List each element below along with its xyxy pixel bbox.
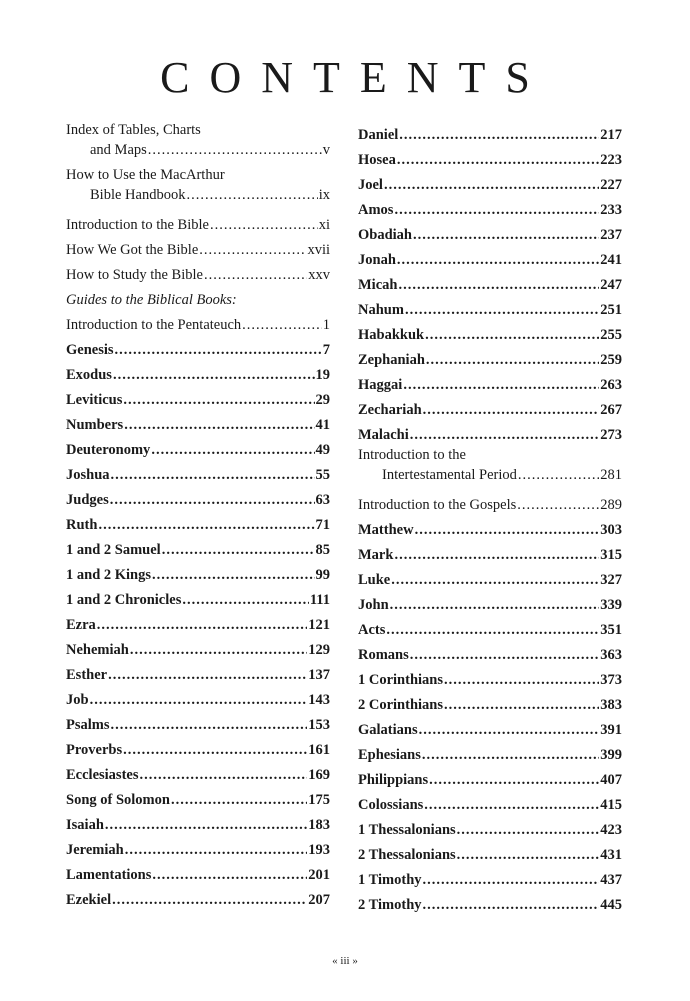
toc-entry-page: 233 bbox=[600, 202, 622, 218]
toc-entry-label: Bible Handbook bbox=[90, 187, 186, 203]
dot-leader bbox=[98, 515, 314, 535]
toc-entry-page: 437 bbox=[600, 872, 622, 888]
toc-entry-page: 227 bbox=[600, 177, 622, 193]
toc-entry[interactable] bbox=[358, 145, 622, 170]
toc-entry-page: 237 bbox=[600, 227, 622, 243]
dot-leader bbox=[123, 390, 314, 410]
dot-leader bbox=[390, 595, 600, 615]
toc-entry-page: xxv bbox=[308, 267, 330, 283]
toc-entry-label: 2 Thessalonians bbox=[358, 847, 456, 863]
toc-right-column bbox=[358, 120, 622, 915]
toc-entry-label: Judges bbox=[66, 492, 109, 508]
toc-entry[interactable] bbox=[66, 310, 330, 335]
dot-leader bbox=[182, 590, 308, 610]
toc-entry-page: 391 bbox=[600, 722, 622, 738]
toc-entry[interactable] bbox=[66, 660, 330, 685]
dot-leader bbox=[403, 375, 599, 395]
dot-leader bbox=[413, 225, 599, 245]
dot-leader bbox=[391, 570, 599, 590]
dot-leader bbox=[399, 125, 599, 145]
toc-entry-page: 241 bbox=[600, 252, 622, 268]
toc-entry-label: Luke bbox=[358, 572, 391, 588]
dot-leader bbox=[424, 795, 599, 815]
toc-entry-label: Mark bbox=[358, 547, 394, 563]
toc-entry[interactable] bbox=[358, 245, 622, 270]
toc-entry-label: Isaiah bbox=[66, 817, 104, 833]
toc-entry[interactable] bbox=[358, 865, 622, 890]
toc-entry-label: Intertestamental Period bbox=[382, 467, 517, 483]
toc-entry-page: 223 bbox=[600, 152, 622, 168]
dot-leader bbox=[204, 265, 307, 285]
toc-entry[interactable] bbox=[66, 235, 330, 260]
toc-entry-label: 1 and 2 Chronicles bbox=[66, 592, 182, 608]
toc-entry-label: Exodus bbox=[66, 367, 112, 383]
dot-leader bbox=[162, 540, 315, 560]
toc-entry-page: 153 bbox=[308, 717, 330, 733]
dot-leader bbox=[415, 520, 600, 540]
toc-entry-page: 111 bbox=[309, 592, 330, 608]
toc-entry[interactable] bbox=[358, 120, 622, 145]
toc-entry[interactable] bbox=[358, 615, 622, 640]
toc-entry-page: 259 bbox=[600, 352, 622, 368]
toc-entry-page: 99 bbox=[315, 567, 330, 583]
toc-entry-page: 247 bbox=[600, 277, 622, 293]
toc-entry-page: 315 bbox=[600, 547, 622, 563]
toc-entry-page: 407 bbox=[600, 772, 622, 788]
toc-entry[interactable] bbox=[358, 690, 622, 715]
dot-leader bbox=[444, 695, 599, 715]
dot-leader bbox=[125, 840, 308, 860]
toc-entry-page: 431 bbox=[600, 847, 622, 863]
toc-entry-label: Hosea bbox=[358, 152, 396, 168]
toc-entry-label: Introduction to the Pentateuch bbox=[66, 317, 242, 333]
dot-leader bbox=[422, 745, 599, 765]
toc-entry[interactable] bbox=[66, 810, 330, 835]
dot-leader bbox=[457, 845, 600, 865]
toc-entry-label: How to Study the Bible bbox=[66, 267, 203, 283]
toc-entry-label: Lamentations bbox=[66, 867, 152, 883]
toc-entry-label: 2 Corinthians bbox=[358, 697, 444, 713]
dot-leader bbox=[108, 665, 307, 685]
toc-section-heading bbox=[66, 285, 330, 310]
toc-entry-label: Colossians bbox=[358, 797, 424, 813]
toc-entry-page: 85 bbox=[315, 542, 330, 558]
dot-leader bbox=[410, 645, 599, 665]
toc-entry[interactable] bbox=[358, 220, 622, 245]
dot-leader bbox=[405, 300, 599, 320]
dot-leader bbox=[111, 715, 308, 735]
dot-leader bbox=[110, 490, 315, 510]
toc-entry-page: 415 bbox=[600, 797, 622, 813]
toc-entry-page: 423 bbox=[600, 822, 622, 838]
toc-entry-label: Proverbs bbox=[66, 742, 123, 758]
toc-entry[interactable] bbox=[358, 345, 622, 370]
toc-entry-page: 55 bbox=[315, 467, 330, 483]
toc-entry[interactable] bbox=[358, 740, 622, 765]
toc-left-column bbox=[66, 120, 330, 910]
toc-entry[interactable] bbox=[66, 210, 330, 235]
toc-entry-label: How We Got the Bible bbox=[66, 242, 199, 258]
toc-entry-label: Obadiah bbox=[358, 227, 412, 243]
toc-entry-label: Deuteronomy bbox=[66, 442, 151, 458]
toc-entry-page: 263 bbox=[600, 377, 622, 393]
toc-entry-label: 2 Timothy bbox=[358, 897, 422, 913]
toc-entry-label: Zechariah bbox=[358, 402, 422, 418]
toc-entry-line2 bbox=[358, 465, 622, 485]
toc-entry[interactable] bbox=[358, 840, 622, 865]
dot-leader bbox=[112, 890, 307, 910]
dot-leader bbox=[397, 250, 599, 270]
toc-entry-label: Leviticus bbox=[66, 392, 123, 408]
toc-entry-page: 281 bbox=[600, 467, 622, 483]
dot-leader bbox=[115, 340, 322, 360]
toc-entry-label: 1 and 2 Samuel bbox=[66, 542, 161, 558]
toc-entry-page: 143 bbox=[308, 692, 330, 708]
toc-entry[interactable] bbox=[358, 370, 622, 395]
toc-entry-label: Malachi bbox=[358, 427, 409, 443]
dot-leader bbox=[171, 790, 307, 810]
toc-entry-label-line1: Index of Tables, Charts bbox=[66, 122, 201, 138]
toc-entry[interactable] bbox=[358, 320, 622, 345]
toc-entry-page: 327 bbox=[600, 572, 622, 588]
toc-entry-page: 399 bbox=[600, 747, 622, 763]
toc-entry-label: John bbox=[358, 597, 389, 613]
dot-leader bbox=[124, 415, 314, 435]
toc-entry[interactable] bbox=[358, 195, 622, 220]
toc-entry-label: Ezra bbox=[66, 617, 96, 633]
toc-entry[interactable] bbox=[66, 410, 330, 435]
dot-leader bbox=[105, 815, 307, 835]
dot-leader bbox=[386, 620, 599, 640]
toc-entry[interactable] bbox=[66, 760, 330, 785]
toc-entry-label: Jeremiah bbox=[66, 842, 124, 858]
toc-entry-page: v bbox=[322, 142, 330, 158]
dot-leader bbox=[457, 820, 600, 840]
toc-entry[interactable] bbox=[66, 485, 330, 510]
toc-entry-label: Joshua bbox=[66, 467, 110, 483]
dot-leader bbox=[151, 440, 314, 460]
toc-entry-page: 7 bbox=[322, 342, 330, 358]
toc-entry-page: 383 bbox=[600, 697, 622, 713]
toc-entry-label: Ruth bbox=[66, 517, 98, 533]
toc-entry[interactable] bbox=[66, 360, 330, 385]
toc-entry[interactable] bbox=[358, 295, 622, 320]
toc-entry-page: 169 bbox=[308, 767, 330, 783]
toc-entry-label: Acts bbox=[358, 622, 386, 638]
dot-leader bbox=[518, 465, 599, 485]
toc-entry[interactable] bbox=[358, 590, 622, 615]
toc-entry-page: 201 bbox=[308, 867, 330, 883]
dot-leader bbox=[113, 365, 315, 385]
toc-entry[interactable] bbox=[66, 560, 330, 585]
dot-leader bbox=[394, 545, 599, 565]
toc-entry[interactable] bbox=[66, 385, 330, 410]
toc-entry-label: Ecclesiastes bbox=[66, 767, 139, 783]
toc-entry-page: 363 bbox=[600, 647, 622, 663]
dot-leader bbox=[130, 640, 307, 660]
dot-leader bbox=[199, 240, 306, 260]
toc-entry-page: 273 bbox=[600, 427, 622, 443]
toc-entry-label: Matthew bbox=[358, 522, 414, 538]
toc-entry-page: xvii bbox=[307, 242, 330, 258]
dot-leader bbox=[423, 400, 600, 420]
toc-entry-page: 289 bbox=[600, 497, 622, 513]
dot-leader bbox=[139, 765, 307, 785]
toc-entry-page: 267 bbox=[600, 402, 622, 418]
toc-entry[interactable] bbox=[358, 565, 622, 590]
toc-entry-label: Zephaniah bbox=[358, 352, 425, 368]
toc-entry-page: 255 bbox=[600, 327, 622, 343]
toc-entry-page: 207 bbox=[308, 892, 330, 908]
toc-entry-page: 29 bbox=[315, 392, 330, 408]
toc-entry-page: 351 bbox=[600, 622, 622, 638]
toc-entry[interactable] bbox=[358, 815, 622, 840]
toc-entry-label: Ephesians bbox=[358, 747, 421, 763]
toc-entry[interactable] bbox=[358, 790, 622, 815]
toc-entry[interactable] bbox=[358, 890, 622, 915]
dot-leader bbox=[397, 150, 599, 170]
toc-entry[interactable] bbox=[358, 765, 622, 790]
toc-entry[interactable] bbox=[358, 540, 622, 565]
toc-entry-label: Song of Solomon bbox=[66, 792, 170, 808]
toc-entry[interactable] bbox=[66, 510, 330, 535]
toc-entry-label: 1 Timothy bbox=[358, 872, 422, 888]
toc-entry-label: Joel bbox=[358, 177, 383, 193]
toc-entry-line2 bbox=[66, 185, 330, 205]
toc-entry[interactable] bbox=[66, 635, 330, 660]
toc-entry-label: Micah bbox=[358, 277, 398, 293]
toc-entry-page: 63 bbox=[315, 492, 330, 508]
toc-entry[interactable] bbox=[66, 535, 330, 560]
toc-entry[interactable] bbox=[358, 170, 622, 195]
toc-entry-label: Jonah bbox=[358, 252, 396, 268]
toc-entry-page: 19 bbox=[315, 367, 330, 383]
toc-entry-page: 129 bbox=[308, 642, 330, 658]
toc-entry[interactable] bbox=[66, 685, 330, 710]
toc-entry[interactable] bbox=[358, 270, 622, 295]
toc-entry[interactable] bbox=[358, 445, 622, 485]
toc-entry-label: Philippians bbox=[358, 772, 429, 788]
dot-leader bbox=[423, 895, 600, 915]
toc-entry[interactable] bbox=[358, 420, 622, 445]
toc-entry[interactable] bbox=[358, 640, 622, 665]
toc-entry-label: Habakkuk bbox=[358, 327, 425, 343]
toc-entry-label: Introduction to the Bible bbox=[66, 217, 209, 233]
toc-entry-label-line1: Introduction to the bbox=[358, 447, 466, 463]
toc-entry[interactable] bbox=[358, 715, 622, 740]
toc-entry[interactable] bbox=[66, 735, 330, 760]
dot-leader bbox=[148, 140, 322, 160]
toc-entry-label: Galatians bbox=[358, 722, 418, 738]
toc-entry-label: Nahum bbox=[358, 302, 404, 318]
toc-entry-label: Daniel bbox=[358, 127, 399, 143]
toc-entry-label: Esther bbox=[66, 667, 108, 683]
dot-leader bbox=[419, 720, 600, 740]
toc-entry-page: 1 bbox=[322, 317, 330, 333]
toc-entry-page: xi bbox=[318, 217, 330, 233]
toc-entry-label: 1 Corinthians bbox=[358, 672, 444, 688]
toc-entry[interactable] bbox=[66, 335, 330, 360]
toc-entry-page: 339 bbox=[600, 597, 622, 613]
toc-entry-page: 71 bbox=[315, 517, 330, 533]
dot-leader bbox=[444, 670, 599, 690]
dot-leader bbox=[123, 740, 307, 760]
toc-entry-page: 445 bbox=[600, 897, 622, 913]
dot-leader bbox=[186, 185, 317, 205]
toc-entry[interactable] bbox=[358, 490, 622, 515]
toc-entry[interactable] bbox=[66, 885, 330, 910]
page-number-footer: « iii » bbox=[332, 955, 358, 967]
toc-entry-label: Genesis bbox=[66, 342, 114, 358]
toc-entry-label: Nehemiah bbox=[66, 642, 129, 658]
toc-entry-page: 303 bbox=[600, 522, 622, 538]
toc-entry-label: 1 Thessalonians bbox=[358, 822, 456, 838]
toc-entry[interactable] bbox=[66, 260, 330, 285]
dot-leader bbox=[90, 690, 308, 710]
toc-entry-page: ix bbox=[318, 187, 330, 203]
toc-entry[interactable] bbox=[358, 395, 622, 420]
toc-entry-label: Psalms bbox=[66, 717, 110, 733]
toc-entry-label: 1 and 2 Kings bbox=[66, 567, 152, 583]
dot-leader bbox=[111, 465, 315, 485]
toc-entry-label: Numbers bbox=[66, 417, 124, 433]
toc-entry-page: 217 bbox=[600, 127, 622, 143]
toc-entry-page: 373 bbox=[600, 672, 622, 688]
dot-leader bbox=[429, 770, 599, 790]
dot-leader bbox=[152, 565, 314, 585]
toc-entry[interactable] bbox=[66, 460, 330, 485]
toc-entry-label: Ezekiel bbox=[66, 892, 112, 908]
dot-leader bbox=[425, 325, 599, 345]
dot-leader bbox=[517, 495, 599, 515]
dot-leader bbox=[423, 870, 600, 890]
toc-entry-line2 bbox=[66, 140, 330, 160]
dot-leader bbox=[152, 865, 307, 885]
toc-entry[interactable] bbox=[66, 610, 330, 635]
dot-leader bbox=[210, 215, 318, 235]
dot-leader bbox=[384, 175, 599, 195]
toc-entry[interactable] bbox=[66, 710, 330, 735]
toc-entry[interactable] bbox=[66, 585, 330, 610]
toc-entry-page: 121 bbox=[308, 617, 330, 633]
toc-entry-label: Job bbox=[66, 692, 89, 708]
toc-entry-page: 137 bbox=[308, 667, 330, 683]
toc-entry[interactable] bbox=[66, 860, 330, 885]
toc-entry[interactable] bbox=[66, 165, 330, 205]
dot-leader bbox=[394, 200, 599, 220]
toc-entry-page: 41 bbox=[315, 417, 330, 433]
dot-leader bbox=[242, 315, 322, 335]
toc-entry-label: Guides to the Biblical Books: bbox=[66, 292, 237, 308]
toc-entry-label: and Maps bbox=[90, 142, 147, 158]
toc-entry[interactable] bbox=[66, 120, 330, 160]
page-title: CONTENTS bbox=[160, 53, 550, 102]
toc-entry-page: 183 bbox=[308, 817, 330, 833]
toc-entry[interactable] bbox=[358, 665, 622, 690]
toc-entry-label: Haggai bbox=[358, 377, 403, 393]
toc-entry-label: Introduction to the Gospels bbox=[358, 497, 517, 513]
toc-entry[interactable] bbox=[66, 835, 330, 860]
dot-leader bbox=[398, 275, 599, 295]
toc-entry-page: 175 bbox=[308, 792, 330, 808]
toc-entry-page: 49 bbox=[315, 442, 330, 458]
toc-entry[interactable] bbox=[358, 515, 622, 540]
toc-entry[interactable] bbox=[66, 785, 330, 810]
toc-entry-page: 251 bbox=[600, 302, 622, 318]
dot-leader bbox=[426, 350, 599, 370]
toc-entry-page: 193 bbox=[308, 842, 330, 858]
toc-entry[interactable] bbox=[66, 435, 330, 460]
dot-leader bbox=[410, 425, 600, 445]
dot-leader bbox=[97, 615, 307, 635]
toc-entry-label: Romans bbox=[358, 647, 409, 663]
toc-entry-page: 161 bbox=[308, 742, 330, 758]
toc-entry-label-line1: How to Use the MacArthur bbox=[66, 167, 225, 183]
toc-entry-label: Amos bbox=[358, 202, 394, 218]
